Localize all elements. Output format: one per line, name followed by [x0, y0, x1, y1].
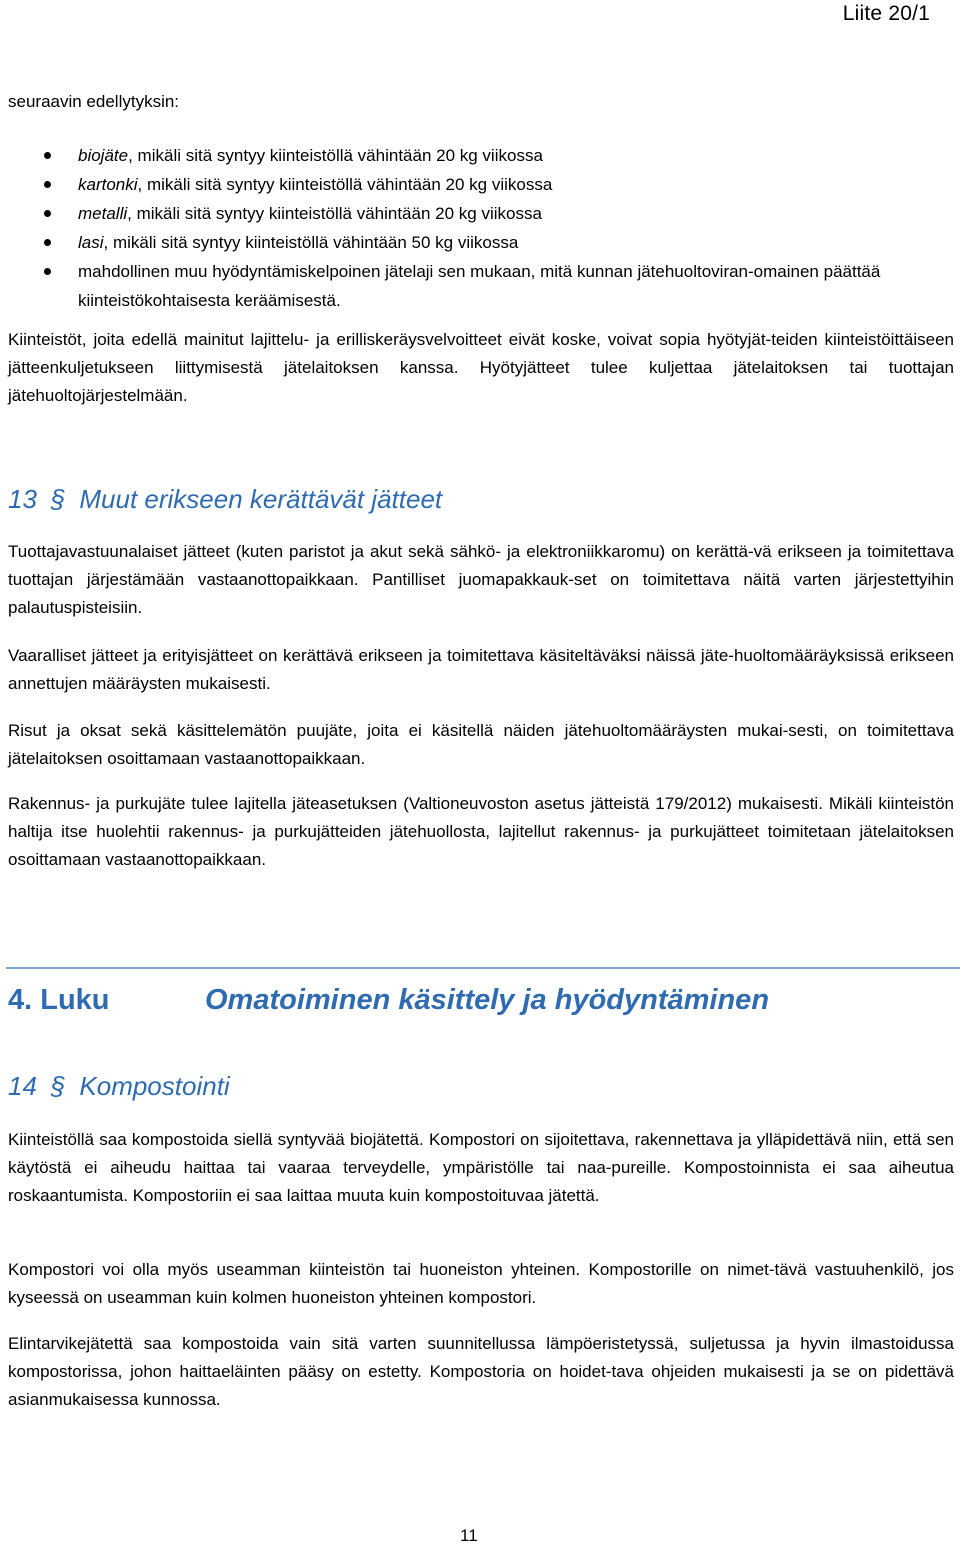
list-item [0, 199, 960, 228]
section-14-heading [8, 1071, 230, 1102]
section-13-heading [8, 484, 442, 515]
page-header: Liite 20/1 [842, 2, 930, 25]
paragraph: Kiinteistöllä saa kompostoida siellä syntyvää biojätettä. Kompostori on sijoitettava, rakennettava ja ylläpidettävä niin, että sen käytöstä ei aiheudu haittaa tai vaaraa terveydelle, ympäristölle tai naa-pureille. Kompostoinnista ei saa aiheutua roskaantumista. Kompostoriin ei saa laittaa muuta kuin kompostoituvaa jätettä. [8, 1130, 954, 1205]
paragraph: Kompostori voi olla myös useamman kiinteistön tai huoneiston yhteinen. Kompostorille on nimet-tävä vastuuhenkilö, jos kyseessä on useamman kuin kolmen huoneiston yhteinen kompostori. [8, 1260, 954, 1307]
chapter-heading [8, 984, 769, 1017]
section-symbol: § [50, 484, 66, 514]
list-item [0, 170, 960, 199]
bullet-icon [44, 239, 51, 246]
list-item-text: , mikäli sitä syntyy kiinteistöllä vähintään 50 kg viikossa [103, 233, 519, 252]
list-item-term: metalli [78, 204, 128, 223]
chapter-title: Omatoiminen käsittely ja hyödyntäminen [205, 984, 770, 1016]
list-item-text: mahdollinen muu hyödyntämiskelpoinen jätelaji sen mukaan, mitä kunnan jätehuoltoviran-omainen päättää kiinteistökohtaisesta keräämisestä. [78, 262, 881, 310]
section-number: 13 [8, 484, 37, 514]
list-item-text: , mikäli sitä syntyy kiinteistöllä vähintään 20 kg viikossa [137, 175, 553, 194]
paragraph: Tuottajavastuunalaiset jätteet (kuten paristot ja akut sekä sähkö- ja elektroniikkaromu) on kerättä-vä erikseen ja toimitettava tuottajan järjestämään vastaanottopaikkaan. Pantilliset juomapakkauk-set on toimitettava näitä varten järjestettyihin palautuspisteisiin. [8, 542, 954, 617]
list-item-term: kartonki [78, 175, 138, 194]
list-item-term: lasi [78, 233, 104, 252]
paragraph: Rakennus- ja purkujäte tulee lajitella jäteasetuksen (Valtioneuvoston asetus jätteistä 179/2012) mukaisesti. Mikäli kiinteistön haltija itse huolehtii rakennus- ja purkujätteiden jätehuollosta, lajitellut rakennus- ja purkujätteet toimitetaan jätelaitoksen osoittamaan vastaanottopaikkaan. [8, 794, 954, 869]
list-item [0, 141, 960, 170]
page-number: 11 [460, 1526, 478, 1545]
bullet-icon [44, 152, 51, 159]
paragraph: Risut ja oksat sekä käsittelemätön puujäte, joita ei käsitellä näiden jätehuoltomääräysten mukai-sesti, on toimitettava jätelaitoksen osoittamaan vastaanottopaikkaan. [8, 721, 954, 768]
criteria-list [0, 141, 960, 315]
list-item [0, 257, 960, 315]
section-symbol: § [50, 1071, 66, 1101]
section-title: Muut erikseen kerättävät jätteet [79, 484, 443, 514]
bullet-icon [44, 210, 51, 217]
section-number: 14 [8, 1071, 37, 1101]
paragraph: Elintarvikejätettä saa kompostoida vain sitä varten suunnitellussa lämpöeristetyssä, suljetussa ja hyvin ilmastoidussa kompostorissa, johon haittaeläinten pääsy on estetty. Kompostoria on hoidet-tava ohjeiden mukaisesti ja se on pidettävä asianmukaisessa kunnossa. [8, 1334, 954, 1409]
chapter-divider [6, 967, 960, 969]
intro-text: seuraavin edellytyksin: [8, 92, 180, 111]
list-item [0, 228, 960, 257]
paragraph: Vaaralliset jätteet ja erityisjätteet on kerättävä erikseen ja toimitettava käsiteltäväksi näissä jäte-huoltomääräyksissä erikseen annettujen määräysten mukaisesti. [8, 646, 954, 693]
list-item-text: , mikäli sitä syntyy kiinteistöllä vähintään 20 kg viikossa [127, 204, 542, 223]
paragraph-hyotyjatteet: Kiinteistöt, joita edellä mainitut lajittelu- ja erilliskeräysvelvoitteet eivät koske, voivat sopia hyötyjät-teiden kiinteistöittäiseen jätteenkuljetukseen liittymisestä jätelaitoksen kanssa. Hyötyjätteet tulee kuljettaa jätelaitoksen tai tuottajan jätehuoltojärjestelmään. [8, 330, 954, 405]
bullet-icon [44, 181, 51, 188]
chapter-number: 4. Luku [8, 984, 110, 1016]
bullet-icon [44, 268, 51, 275]
list-item-text: , mikäli sitä syntyy kiinteistöllä vähintään 20 kg viikossa [128, 146, 543, 165]
section-title: Kompostointi [79, 1071, 230, 1101]
list-item-term: biojäte [78, 146, 129, 165]
